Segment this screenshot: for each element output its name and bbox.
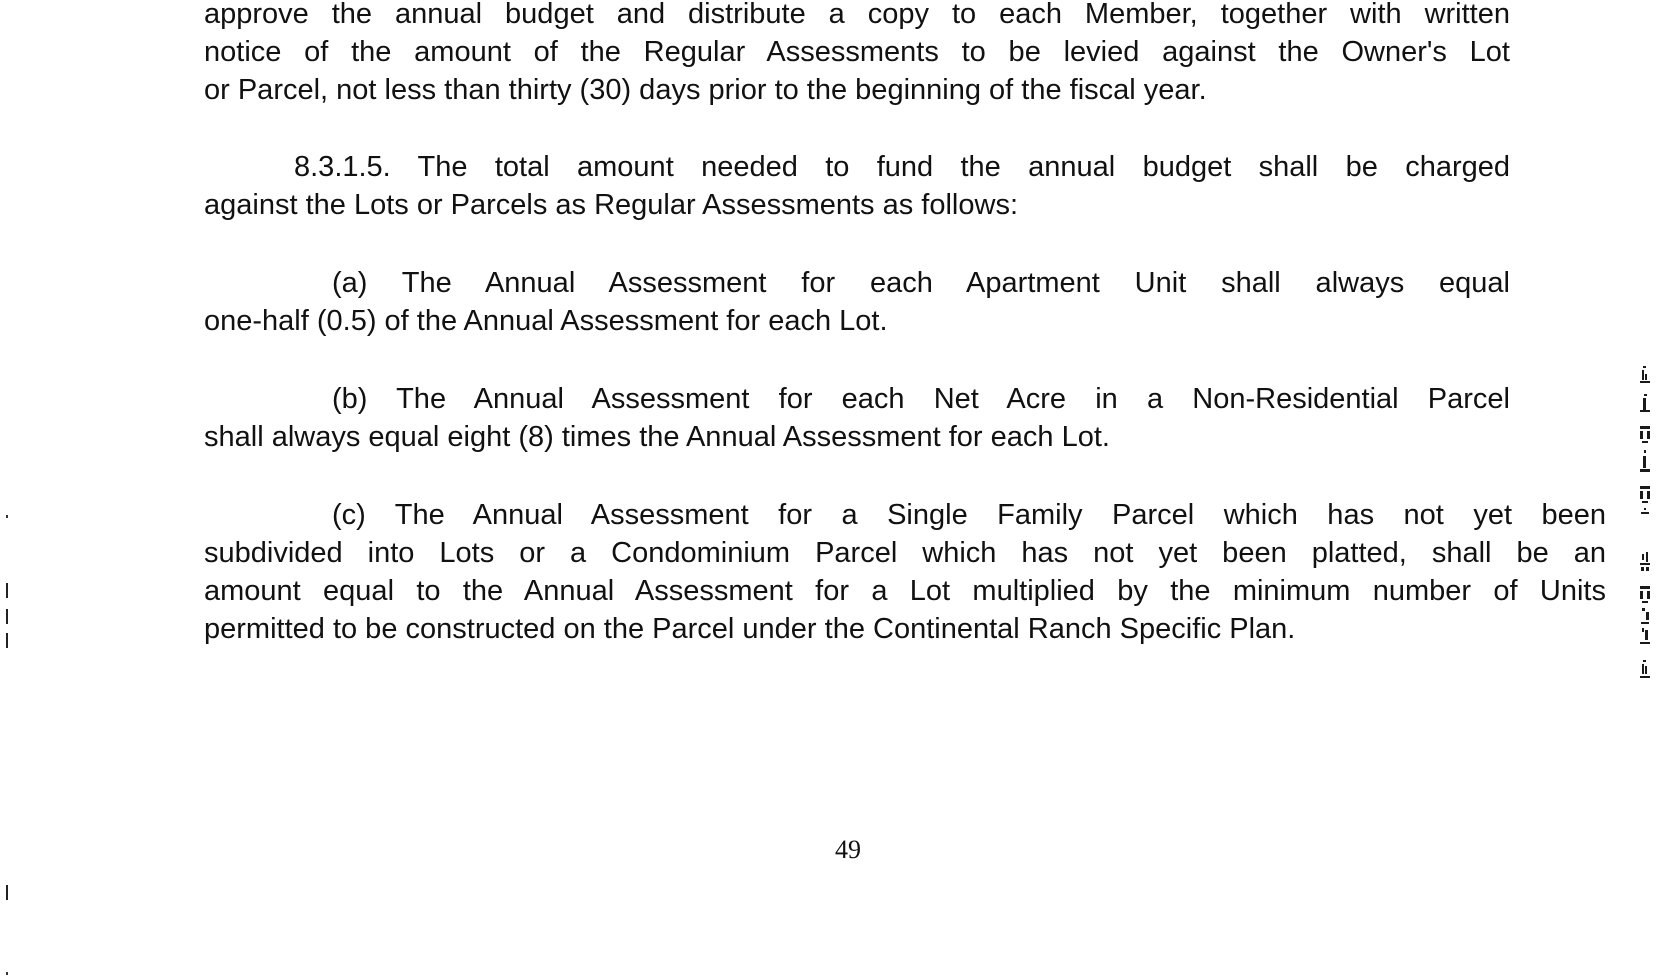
margin-mark — [6, 515, 8, 518]
paragraph-item-c — [204, 496, 1606, 648]
text-line: (a) The Annual Assessment for each Apartment Unit shall always equal — [332, 267, 1510, 299]
text-line: permitted to be constructed on the Parcel under the Continental Ranch Specific Plan. — [204, 613, 1296, 645]
text-line: amount equal to the Annual Assessment for a Lot multiplied by the minimum number of Units — [204, 575, 1606, 607]
text-line: notice of the amount of the Regular Assessments to be levied against the Owner's Lot — [204, 36, 1510, 68]
margin-change-bar — [6, 609, 8, 624]
paragraph-item-b — [204, 380, 1510, 456]
text-line: 8.3.1.5. The total amount needed to fund the annual budget shall be charged — [294, 151, 1510, 183]
text-line: (c) The Annual Assessment for a Single Family Parcel which has not yet been — [332, 499, 1606, 531]
recording-stamp-graphic — [1632, 360, 1658, 700]
text-line: (b) The Annual Assessment for each Net Acre in a Non-Residential Parcel — [332, 383, 1510, 415]
text-line: against the Lots or Parcels as Regular Assessments as follows: — [204, 189, 1018, 221]
paragraph-item-a — [204, 264, 1510, 340]
paragraph-budget-notice — [204, 0, 1510, 109]
text-line: shall always equal eight (8) times the Annual Assessment for each Lot. — [204, 421, 1110, 453]
margin-mark — [6, 972, 8, 975]
margin-change-bar — [6, 583, 8, 598]
paragraph-section-8-3-1-5 — [204, 148, 1510, 224]
text-line: or Parcel, not less than thirty (30) days prior to the beginning of the fiscal year. — [204, 74, 1207, 106]
text-line: one-half (0.5) of the Annual Assessment for each Lot. — [204, 305, 888, 337]
page-number: 49 — [835, 835, 861, 864]
margin-change-bar — [6, 633, 8, 648]
text-line: approve the annual budget and distribute a copy to each Member, together with written — [204, 0, 1510, 30]
text-line: subdivided into Lots or a Condominium Parcel which has not yet been platted, shall be an — [204, 537, 1606, 569]
margin-change-bar — [6, 885, 8, 900]
